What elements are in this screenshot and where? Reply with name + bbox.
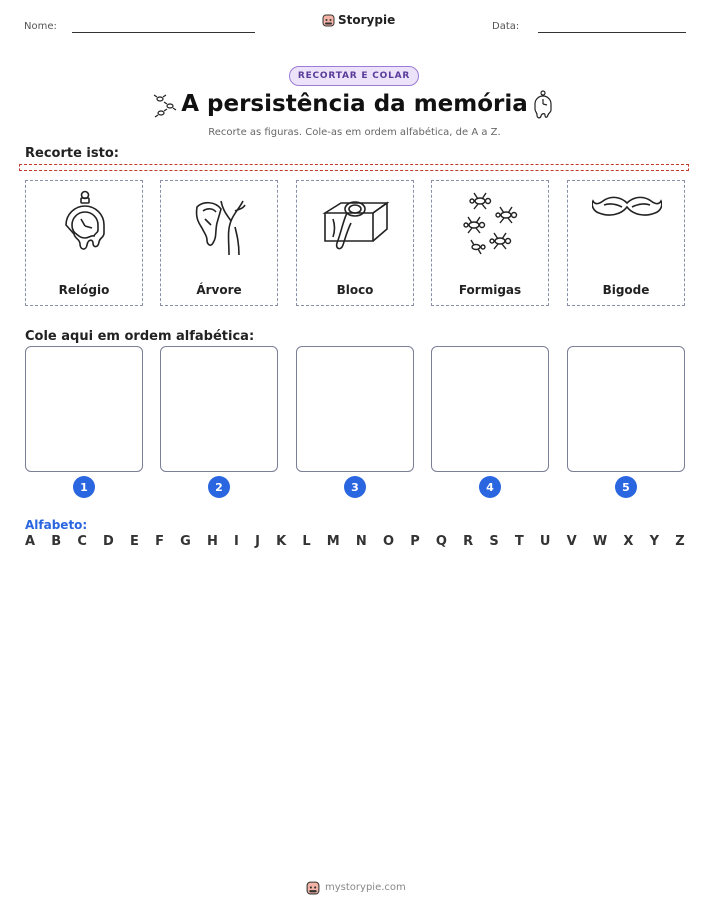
melting-watch-icon: [50, 189, 120, 259]
alphabet-letter: W: [592, 534, 608, 549]
alphabet-letter: H: [206, 534, 218, 549]
paste-box-2[interactable]: [160, 346, 278, 472]
cut-card-formigas[interactable]: [431, 180, 549, 306]
alphabet-letter: P: [410, 534, 420, 549]
number-badge-4: 4: [479, 476, 501, 498]
alphabet-letter: N: [355, 534, 367, 549]
alphabet-letter: R: [463, 534, 474, 549]
melting-watch-small-icon: [530, 90, 556, 122]
footer: [306, 880, 406, 895]
cut-card-bloco[interactable]: [296, 180, 414, 306]
alphabet-letter: O: [382, 534, 395, 549]
number-badge-5: 5: [615, 476, 637, 498]
cut-card-relogio[interactable]: [25, 180, 143, 306]
page-title: A persistência da memória: [181, 91, 528, 117]
alphabet-letter: E: [130, 534, 139, 549]
card-label: Bigode: [602, 283, 650, 297]
date-label: Data:: [492, 21, 520, 32]
number-badge-2: 2: [208, 476, 230, 498]
name-line[interactable]: [72, 32, 255, 33]
paste-box-4[interactable]: [431, 346, 549, 472]
alphabet-letter: X: [623, 534, 634, 549]
cut-card-bigode[interactable]: [567, 180, 685, 306]
ants-icon: [456, 189, 526, 259]
cut-heading: Recorte isto:: [25, 146, 119, 161]
card-label: Árvore: [196, 283, 242, 297]
instructions: Recorte as figuras. Cole-as em ordem alfabética, de A a Z.: [208, 127, 501, 138]
alphabet-letter: C: [77, 534, 87, 549]
name-label: Nome:: [24, 21, 57, 32]
alphabet-letter: Q: [435, 534, 447, 549]
brand-name: Storypie: [338, 13, 396, 27]
cut-card-arvore[interactable]: [160, 180, 278, 306]
card-label: Bloco: [336, 283, 374, 297]
brand-logo: [322, 13, 395, 27]
alphabet-letter: U: [539, 534, 551, 549]
paste-heading: Cole aqui em ordem alfabética:: [25, 329, 255, 344]
storypie-mascot-icon: [322, 13, 335, 27]
date-line[interactable]: [538, 32, 686, 33]
alphabet-letter: G: [180, 534, 191, 549]
cut-line: [19, 164, 689, 171]
card-label: Relógio: [58, 283, 110, 297]
card-label: Formigas: [458, 283, 522, 297]
number-badge-1: 1: [73, 476, 95, 498]
storypie-mascot-icon: [306, 880, 320, 895]
alphabet-letter: M: [326, 534, 340, 549]
alphabet-letter: F: [155, 534, 164, 549]
alphabet-heading: Alfabeto:: [25, 518, 88, 532]
alphabet-letter: B: [51, 534, 62, 549]
paste-box-5[interactable]: [567, 346, 685, 472]
alphabet-letter: Y: [649, 534, 660, 549]
alphabet-letter: T: [514, 534, 524, 549]
mustache-icon: [592, 189, 662, 229]
alphabet-letter: A: [25, 534, 36, 549]
tree-icon: [185, 189, 255, 259]
alphabet-letter: J: [255, 534, 260, 549]
paste-box-3[interactable]: [296, 346, 414, 472]
alphabet-row: [25, 534, 685, 549]
activity-tag: RECORTAR E COLAR: [289, 66, 419, 86]
alphabet-letter: V: [566, 534, 577, 549]
alphabet-letter: I: [234, 534, 239, 549]
alphabet-letter: K: [276, 534, 287, 549]
alphabet-letter: S: [489, 534, 499, 549]
paste-box-1[interactable]: [25, 346, 143, 472]
block-icon: [321, 189, 391, 259]
alphabet-letter: L: [302, 534, 311, 549]
number-badge-3: 3: [344, 476, 366, 498]
alphabet-letter: D: [103, 534, 114, 549]
alphabet-letter: Z: [675, 534, 685, 549]
footer-url[interactable]: mystorypie.com: [325, 882, 406, 893]
